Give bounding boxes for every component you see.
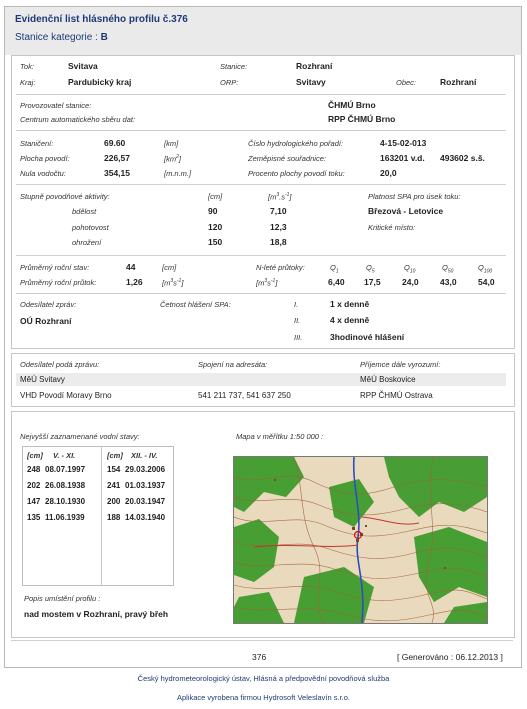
contacts-box	[11, 353, 515, 407]
tok-label: Tok:	[20, 62, 34, 71]
nlete-label: N-leté průtoky:	[256, 263, 305, 272]
page-number: 376	[252, 652, 267, 662]
stanice-label: Stanice:	[220, 62, 248, 71]
plocha-unit: $[km^2]$	[164, 154, 181, 164]
cetnost-label: Četnost hlášení SPA:	[160, 300, 231, 309]
history-cm: 154	[107, 465, 121, 474]
divider	[16, 293, 506, 294]
procento-value: 20,0	[380, 168, 397, 178]
nlete-unit: $[m^3s^{-1}]$	[256, 278, 278, 288]
station-category	[15, 32, 108, 43]
q-label: $Q_1$	[330, 263, 339, 275]
nula-unit: [m.n.m.]	[164, 169, 192, 178]
spa-col-m3: $[m^3.s^{-1}]$	[268, 192, 292, 202]
history-cm: 248	[27, 465, 41, 474]
main-info-box	[11, 55, 515, 349]
popis-value: nad mostem v Rozhraní, pravý břeh	[24, 609, 169, 619]
q-value: 6,40	[328, 277, 345, 287]
popis-label: Popis umístění profilu :	[24, 594, 101, 603]
table-row	[16, 373, 506, 386]
history-date: 20.03.1947	[125, 497, 166, 506]
platnost-value: Březová - Letovice	[368, 206, 444, 216]
history-title: Nejvyšší zaznamenané vodní stavy:	[20, 432, 140, 441]
kraj-label: Kraj:	[20, 78, 36, 87]
history-table	[22, 446, 174, 586]
category-value: B	[100, 32, 108, 43]
category-label: Stanice kategorie :	[15, 32, 98, 43]
q-label: $Q_5$	[366, 263, 375, 275]
q-value: 54,0	[478, 277, 495, 287]
procento-label: Procento plochy povodí toku:	[248, 169, 345, 178]
q-label: $Q_{50}$	[442, 263, 454, 275]
cetnost-value: 3hodinové hlášení	[330, 332, 405, 342]
history-cm: 188	[107, 513, 121, 522]
q-value: 24,0	[402, 277, 419, 287]
nula-value: 354,15	[104, 168, 130, 178]
spa-level-m3: 18,8	[270, 237, 287, 247]
spa-level-m3: 7,10	[270, 206, 287, 216]
spa-level-m3: 12,3	[270, 222, 287, 232]
prumerny-stav-label: Průměrný roční stav:	[20, 263, 90, 272]
obec-label: Obec:	[396, 78, 417, 87]
kraj-value: Pardubický kraj	[68, 77, 132, 87]
prumerny-prutok-value: 1,26	[126, 277, 143, 287]
staniceni-value: 69.60	[104, 138, 126, 148]
stanice-value: Rozhraní	[296, 61, 333, 71]
cislo-value: 4-15-02-013	[380, 138, 427, 148]
q-label: $Q_{100}$	[478, 263, 493, 275]
contact-odesilatel-label: Odesílatel podá zprávu:	[20, 360, 100, 369]
kriticke-label: Kritické místo:	[368, 223, 416, 232]
spa-level-cm: 150	[208, 237, 223, 247]
obec-value: Rozhraní	[440, 77, 477, 87]
history-date: 14.03.1940	[125, 513, 166, 522]
provozovatel-value: ČHMÚ Brno	[328, 100, 376, 110]
footer-line-2: Aplikace vyrobena firmou Hydrosoft Veleslavín s.r.o.	[177, 693, 350, 702]
q-value: 43,0	[440, 277, 457, 287]
plocha-value: 226,57	[104, 153, 130, 163]
souradnice-b: 493602 s.š.	[440, 153, 485, 163]
history-cm: 241	[107, 481, 121, 490]
orp-value: Svitavy	[296, 77, 326, 87]
history-cm: 200	[107, 497, 121, 506]
provozovatel-label: Provozovatel stanice:	[20, 101, 92, 110]
divider	[101, 447, 102, 585]
history-date: 26.08.1938	[45, 481, 86, 490]
contact-prijemce: RPP ČHMÚ Ostrava	[360, 391, 433, 400]
contact-prijemce: MěÚ Boskovice	[360, 375, 416, 384]
staniceni-unit: [km]	[164, 139, 179, 148]
spa-roman: I.	[294, 300, 299, 309]
cetnost-value: 1 x denně	[330, 299, 370, 309]
col-cm-b: [cm]	[107, 451, 123, 460]
orp-label: ORP:	[220, 78, 239, 87]
contact-odesilatel: MěÚ Svitavy	[20, 375, 65, 384]
divider	[16, 255, 506, 256]
generated-date: [ Generováno : 06.12.2013 ]	[397, 652, 503, 662]
prumerny-prutok-label: Průměrný roční průtok:	[20, 278, 97, 287]
history-cm: 147	[27, 497, 41, 506]
history-date: 11.06.1939	[45, 513, 85, 522]
map-graphic	[234, 457, 487, 623]
contact-prijemce-label: Příjemce dále vyrozumí:	[360, 360, 441, 369]
contact-spojeni-label: Spojení na adresáta:	[198, 360, 268, 369]
spa-level-name: pohotovost	[72, 223, 109, 232]
spa-label: Stupně povodňové aktivity:	[20, 192, 110, 201]
q-value: 17,5	[364, 277, 381, 287]
souradnice-a: 163201 v.d.	[380, 153, 425, 163]
spa-level-cm: 90	[208, 206, 218, 216]
col-season-b: XII. - IV.	[131, 451, 158, 460]
history-cm: 135	[27, 513, 41, 522]
prutok-unit: $[m^3s^{-1}]$	[162, 278, 184, 288]
odesilatel-zprav-value: OÚ Rozhraní	[20, 316, 72, 326]
spa-level-cm: 120	[208, 222, 223, 232]
divider	[16, 94, 506, 95]
prumerny-stav-value: 44	[126, 262, 136, 272]
platnost-label: Platnost SPA pro úsek toku:	[368, 192, 461, 201]
q-label: $Q_{10}$	[404, 263, 416, 275]
col-season-a: V. - XI.	[53, 451, 76, 460]
map-label: Mapa v měřítku 1:50 000 :	[236, 432, 324, 441]
divider	[16, 130, 506, 131]
nula-label: Nula vodočtu:	[20, 169, 66, 178]
cetnost-value: 4 x denně	[330, 315, 370, 325]
footer-line-1: Český hydrometeorologický ústav, Hlásná a předpovědní povodňová služba	[137, 674, 390, 683]
stav-unit: [cm]	[162, 263, 177, 272]
staniceni-label: Staničení:	[20, 139, 54, 148]
odesilatel-zprav-label: Odesílatel zpráv:	[20, 300, 77, 309]
spa-roman: III.	[294, 333, 303, 342]
history-date: 01.03.1937	[125, 481, 166, 490]
tok-value: Svitava	[68, 61, 98, 71]
history-date: 08.07.1997	[45, 465, 86, 474]
contact-odesilatel: VHD Povodí Moravy Brno	[20, 391, 112, 400]
centrum-value: RPP ČHMÚ Brno	[328, 114, 396, 124]
divider	[16, 184, 506, 185]
cislo-label: Číslo hydrologického pořadí:	[248, 139, 344, 148]
spa-level-name: bdělost	[72, 207, 97, 216]
page-title: Evidenční list hlásného profilu č.376	[15, 14, 188, 25]
location-map	[233, 456, 488, 624]
divider	[11, 640, 513, 641]
plocha-label: Plocha povodí:	[20, 154, 70, 163]
spa-level-name: ohrožení	[72, 238, 102, 247]
souradnice-label: Zeměpisné souřadnice:	[248, 154, 326, 163]
spa-roman: II.	[294, 316, 301, 325]
col-cm-a: [cm]	[27, 451, 43, 460]
history-date: 28.10.1930	[45, 497, 86, 506]
sheet-header	[5, 7, 521, 55]
contact-spojeni: 541 211 737, 541 637 250	[198, 391, 291, 400]
history-date: 29.03.2006	[125, 465, 166, 474]
spa-col-cm: [cm]	[208, 192, 223, 201]
history-cm: 202	[27, 481, 41, 490]
centrum-label: Centrum automatického sběru dat:	[20, 115, 136, 124]
